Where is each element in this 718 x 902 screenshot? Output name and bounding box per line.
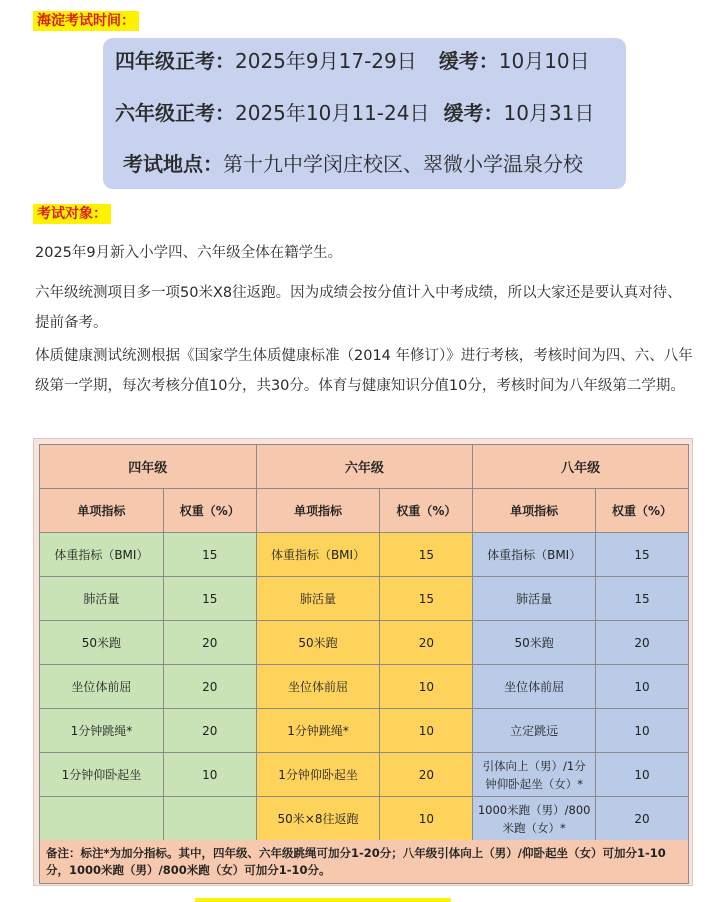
exam-location-value: 第十九中学闵庄校区、翠微小学温泉分校 <box>223 152 583 176</box>
grade4-exam-key: 四年级正考： <box>115 49 235 73</box>
grade6-item: 50米跑 <box>256 621 380 665</box>
grade6-weight-header: 权重（%） <box>380 489 473 533</box>
table-row <box>40 753 689 797</box>
table-row <box>40 621 689 665</box>
grade4-item: 1分钟仰卧起坐 <box>40 753 164 797</box>
grade6-item-header: 单项指标 <box>256 489 380 533</box>
table-row <box>40 797 689 841</box>
grade8-item: 引体向上（男）/1分钟仰卧起坐（女）* <box>473 753 596 797</box>
grade6-weight: 15 <box>380 577 473 621</box>
grade8-item: 肺活量 <box>473 577 596 621</box>
table-note: 备注：标注*为加分指标。其中，四年级、六年级跳绳可加分1-20分；八年级引体向上（男）/仰卧起坐（女）可加分1-10分，1000米跑（男）/800米跑（女）可加分1-10分。 <box>39 840 689 884</box>
grade4-item-header: 单项指标 <box>40 489 164 533</box>
grade8-item: 立定跳远 <box>473 709 596 753</box>
grade6-weight: 10 <box>380 665 473 709</box>
grade6-schedule-row <box>115 100 594 126</box>
table-row <box>40 533 689 577</box>
exam-location-row <box>123 151 583 177</box>
grade4-weight: 15 <box>163 533 256 577</box>
grade8-weight: 15 <box>596 533 689 577</box>
grade6-exam-date: 2025年10月11-24日 <box>235 101 430 125</box>
grade8-weight: 10 <box>596 753 689 797</box>
grade6-makeup-date: 10月31日 <box>503 101 595 125</box>
grade4-weight: 20 <box>163 709 256 753</box>
table-row <box>40 577 689 621</box>
bottom-highlight-divider <box>195 898 451 902</box>
grade4-weight: 20 <box>163 621 256 665</box>
exam-location-key: 考试地点： <box>123 152 223 176</box>
grade8-weight-header: 权重（%） <box>596 489 689 533</box>
exam-time-label: 海淀考试时间： <box>33 11 139 31</box>
fitness-test-table <box>39 444 689 841</box>
grade6-item: 坐位体前屈 <box>256 665 380 709</box>
grade8-weight: 10 <box>596 665 689 709</box>
grade4-item: 50米跑 <box>40 621 164 665</box>
exam-schedule-banner <box>103 38 626 189</box>
grade8-weight: 20 <box>596 621 689 665</box>
grade6-item: 1分钟跳绳* <box>256 709 380 753</box>
grade4-schedule-row <box>115 48 590 74</box>
grade4-makeup-key: 缓考： <box>438 49 499 73</box>
grade6-makeup-key: 缓考： <box>443 101 504 125</box>
grade4-makeup-date: 10月10日 <box>498 49 590 73</box>
grade4-item <box>40 797 164 841</box>
grade6-exam-key: 六年级正考： <box>115 101 235 125</box>
grade4-item: 肺活量 <box>40 577 164 621</box>
grade6-weight: 20 <box>380 621 473 665</box>
grade6-extra-paragraph: 六年级统测项目多一项50米X8往返跑。因为成绩会按分值计入中考成绩，所以大家还是要认真对待、提前备考。 <box>35 285 682 331</box>
grade4-weight-header: 权重（%） <box>163 489 256 533</box>
grade4-weight <box>163 797 256 841</box>
grade6-item: 肺活量 <box>256 577 380 621</box>
grade8-item: 体重指标（BMI） <box>473 533 596 577</box>
grade8-header: 八年级 <box>473 445 689 489</box>
grade4-weight: 20 <box>163 665 256 709</box>
grade6-weight: 10 <box>380 797 473 841</box>
grade8-weight: 15 <box>596 577 689 621</box>
grade4-item: 1分钟跳绳* <box>40 709 164 753</box>
fitness-test-table-container <box>33 438 693 886</box>
grade8-item: 50米跑 <box>473 621 596 665</box>
grade4-item: 体重指标（BMI） <box>40 533 164 577</box>
grade6-item: 50米×8往返跑 <box>256 797 380 841</box>
grade8-item: 坐位体前屈 <box>473 665 596 709</box>
grade8-item: 1000米跑（男）/800米跑（女）* <box>473 797 596 841</box>
grade6-header: 六年级 <box>256 445 473 489</box>
standard-paragraph: 体质健康测试统测根据《国家学生体质健康标准（2014 年修订）》进行考核，考核时间为四、六、八年级第一学期，每次考核分值10分，共30分。体育与健康知识分值10分，考核时间为八年级第二学期。 <box>35 348 693 394</box>
grade6-weight: 15 <box>380 533 473 577</box>
grade4-weight: 15 <box>163 577 256 621</box>
grade4-exam-date: 2025年9月17-29日 <box>235 49 417 73</box>
grade4-header: 四年级 <box>40 445 257 489</box>
grade6-item: 体重指标（BMI） <box>256 533 380 577</box>
grade4-item: 坐位体前屈 <box>40 665 164 709</box>
grade8-item-header: 单项指标 <box>473 489 596 533</box>
grade6-weight: 20 <box>380 753 473 797</box>
exam-target-label: 考试对象： <box>33 204 111 224</box>
target-paragraph: 2025年9月新入小学四、六年级全体在籍学生。 <box>35 245 343 261</box>
grade6-item: 1分钟仰卧起坐 <box>256 753 380 797</box>
grade8-weight: 10 <box>596 709 689 753</box>
grade4-weight: 10 <box>163 753 256 797</box>
grade8-weight: 20 <box>596 797 689 841</box>
table-row <box>40 665 689 709</box>
table-row <box>40 709 689 753</box>
grade6-weight: 10 <box>380 709 473 753</box>
